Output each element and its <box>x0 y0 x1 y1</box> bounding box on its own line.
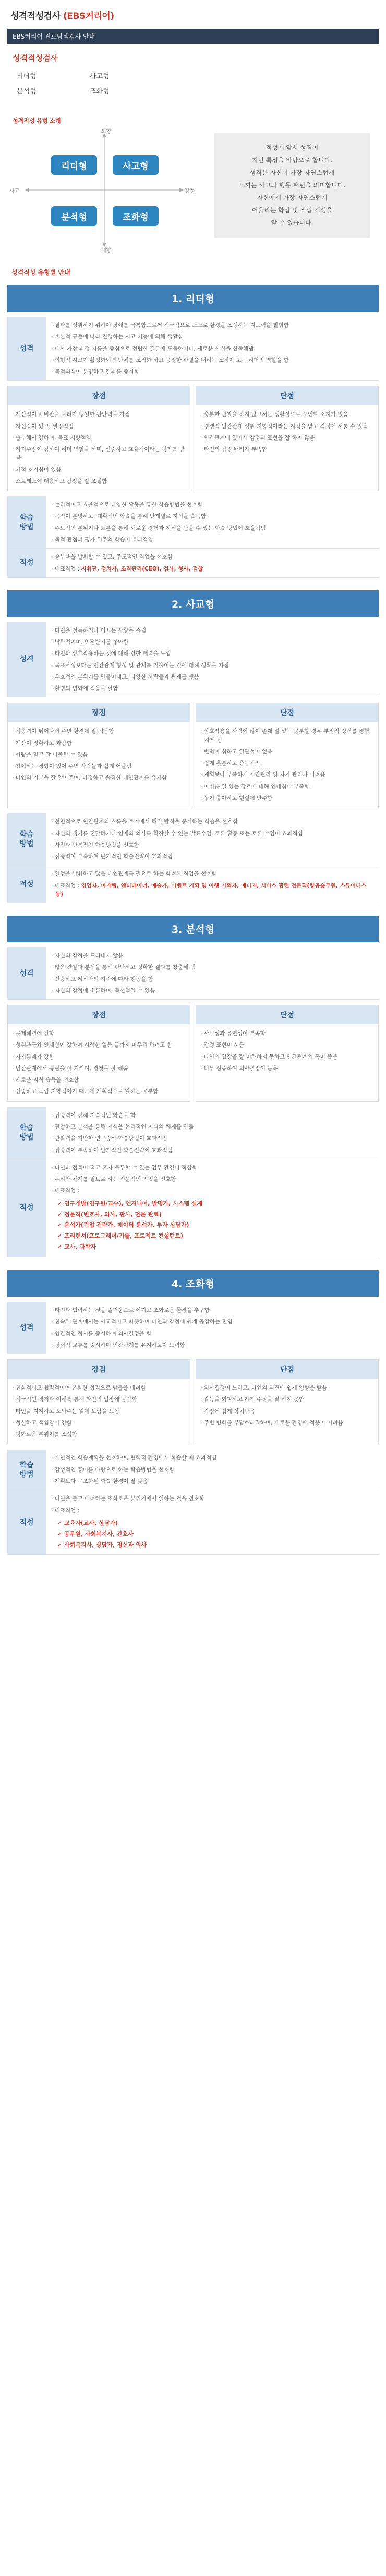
weakness-item: · 상호작용을 사람이 많이 존재 일 있는 공부할 경우 부정적 정서를 경험하게 됨 <box>200 727 374 744</box>
weakness-item: · 아쉬운 일 있는 장르에 대해 인내심이 부족함 <box>200 782 374 791</box>
jobs-list <box>51 1518 373 1551</box>
strength-item: · 사람을 믿고 잘 어울릴 수 있음 <box>12 751 186 759</box>
study-item: · 집중력이 부족하여 단기적인 학습전략이 효과적임 <box>51 1146 373 1155</box>
weakness-item: · 변덕이 심하고 일관성이 없음 <box>200 747 374 756</box>
study-body <box>46 1107 379 1159</box>
diagram-description <box>214 133 370 238</box>
type-diagram <box>7 129 379 254</box>
weaknesses-body <box>196 1379 378 1436</box>
weakness-item: · 경쟁적 인간관계 성취 지향적이라는 지적을 받고 감정에 서툴 수 있음 <box>200 422 374 431</box>
guide-title: 성격적성 유형별 안내 <box>11 269 70 276</box>
personality-item: · 정서적 교류를 중시하며 인간관계를 유지하고자 노력함 <box>51 1341 373 1349</box>
desc-line: 지닌 특성을 바탕으로 합니다. <box>251 157 333 164</box>
pros-cons <box>7 1005 379 1102</box>
aptitude-body <box>46 1159 379 1257</box>
strength-item: · 솔부해서 강하며, 목표 지향적임 <box>12 434 186 442</box>
study-item: · 자신의 생기를 전달하거나 인재와 의사를 확장할 수 있는 발표수업, 토론 활동 또는 토론 수업이 효과적임 <box>51 829 373 838</box>
strengths-body <box>8 1024 190 1101</box>
strength-item: · 자기통제가 강함 <box>12 1053 186 1061</box>
page-title <box>7 5 379 29</box>
study-body <box>46 1450 379 1490</box>
aptitude-desc: · 타인을 돕고 배려하는 조화로운 분위기에서 일하는 것을 선호함 <box>51 1494 373 1503</box>
study-label <box>7 1107 46 1159</box>
weaknesses-label: 단점 <box>196 386 378 405</box>
pros-cons <box>7 386 379 491</box>
study-label-line: 학습 <box>19 1124 34 1133</box>
strength-item: · 친화적이고 협력적이며 온화한 성격으로 남들을 배려함 <box>12 1384 186 1392</box>
study-label-line: 학습 <box>19 513 34 522</box>
study-item: · 논리적이고 효율적으로 다양한 활동을 통한 학습방법을 선호함 <box>51 501 373 509</box>
study-item: · 계획보다 구조화된 학습 환경이 잘 맞음 <box>51 1477 373 1486</box>
strength-item: · 타인의 기분을 잘 알아주며, 다정하고 솔직한 대인관계를 유지함 <box>12 774 186 782</box>
strengths-body <box>8 1379 190 1444</box>
weaknesses-label: 단점 <box>196 1005 378 1024</box>
weaknesses-label: 단점 <box>196 703 378 722</box>
weaknesses-body <box>196 405 378 462</box>
personality-body <box>46 622 379 697</box>
job-item: ✓ 공무원, 사회복지사, 간호사 <box>57 1530 134 1537</box>
study-item: · 감성적인 흥미를 바탕으로 하는 학습방법을 선호함 <box>51 1466 373 1474</box>
weakness-item: · 너무 신중하여 의사결정이 늦음 <box>200 1064 374 1073</box>
desc-line: 성격은 자신이 가장 자연스럽게 <box>249 169 335 176</box>
job-item: ✓ 교사, 과학자 <box>57 1243 96 1251</box>
personality-body <box>46 947 379 999</box>
strength-item: · 자기주장이 강하여 리더 역할을 하며, 신중하고 효율적이라는 평가를 받음 <box>12 445 186 462</box>
personality-body <box>46 317 379 380</box>
page-title-sub: (EBS커리어) <box>60 11 114 21</box>
personality-label: 성격 <box>7 622 46 697</box>
weaknesses-label: 단점 <box>196 1360 378 1379</box>
aptitude-label: 적성 <box>7 1490 46 1554</box>
personality-item: · 환경의 변화에 적응을 잘함 <box>51 684 373 693</box>
quadrant-social: 사고형 <box>113 155 159 175</box>
aptitude-desc: · 열정을 발휘하고 많은 대인관계를 필요로 하는 화려한 직업을 선호함 <box>51 870 373 878</box>
weakness-item: · 계획보다 부족하게 시간관리 및 자기 관리가 어려움 <box>200 770 374 779</box>
toc-item-social[interactable]: 사고형 <box>90 73 110 80</box>
personality-item: · 타인과 협력하는 것을 즐거움으로 여기고 조화로운 환경을 추구함 <box>51 1306 373 1314</box>
job-item: ✓ 전문직(변호사, 의사, 판사, 전문 관료) <box>57 1210 162 1218</box>
aptitude-label: 적성 <box>7 865 46 903</box>
weakness-item: · 타인의 입장을 잘 이해하지 못하고 인간관계의 폭이 좁음 <box>200 1053 374 1061</box>
strengths-label: 장점 <box>8 703 190 722</box>
study-item: · 목적이 분명하고, 계획적인 학습을 통해 단계별로 지식을 습득함 <box>51 512 373 520</box>
personality-item: · 자신의 감정에 소홀하며, 독선적일 수 있음 <box>51 987 373 995</box>
weaknesses-box <box>196 1005 379 1102</box>
types-container <box>7 285 379 1555</box>
aptitude-row <box>7 549 379 578</box>
aptitude-body <box>46 865 379 903</box>
personality-item: · 자신의 감정을 드러내지 않음 <box>51 952 373 960</box>
jobs-label: 대표직업 : <box>54 882 81 889</box>
axis-right-label: 감정 <box>185 188 195 194</box>
toc-item-analyst[interactable]: 분석형 <box>17 88 37 96</box>
aptitude-row <box>7 1490 379 1555</box>
weaknesses-body <box>196 1024 378 1082</box>
weakness-item: · 놓기 좋아하고 현실에 안주함 <box>200 794 374 802</box>
weaknesses-box <box>196 1359 379 1444</box>
study-label-line: 학습 <box>19 830 34 839</box>
strength-item: · 평화로운 분위기를 조성함 <box>12 1430 186 1439</box>
study-label-line: 방법 <box>19 1470 34 1479</box>
personality-item: · 결과를 성취하기 위하여 장애를 극복함으로써 적극적으로 스스로 환경을 조성하는 지도력을 발휘함 <box>51 321 373 329</box>
weakness-item: · 인간관계에 있어서 감정의 표현을 잘 하지 않음 <box>200 434 374 442</box>
study-body <box>46 813 379 865</box>
personality-item: · 의형적 시고가 활성화되면 단체를 조직화 하고 공정한 판결을 내리는 조정자 또는 리더의 역할을 함 <box>51 356 373 364</box>
strength-item: · 적극적인 경청과 이해를 통해 타인의 입장에 공감함 <box>12 1395 186 1404</box>
strength-item: · 계산이 정확하고 과감함 <box>12 739 186 747</box>
study-item: · 개인적인 학습계획을 선호하며, 협력적 환경에서 학습할 때 효과적임 <box>51 1454 373 1462</box>
personality-item: · 계산적 규준에 따라 진행하는 시고 기능에 의해 생활함 <box>51 333 373 341</box>
weaknesses-box <box>196 703 379 808</box>
type-banner: 3. 분석형 <box>7 916 379 942</box>
strength-item: · 성취욕구와 인내심이 강하여 시작한 일은 끝까지 마무리 하려고 함 <box>12 1041 186 1049</box>
study-row <box>7 1450 379 1490</box>
aptitude-extra: · 대표직업 : <box>51 1186 373 1195</box>
strength-item: · 적응력이 뛰어나서 주변 환경에 잘 적응함 <box>12 727 186 735</box>
weakness-item: · 감정에 쉽게 상처받음 <box>200 1407 374 1416</box>
axis-cross <box>7 130 195 250</box>
study-label-line: 방법 <box>19 1133 34 1142</box>
personality-item: · 인간적인 정서를 중시하며 의사결정을 함 <box>51 1329 373 1338</box>
strengths-label: 장점 <box>8 386 190 405</box>
personality-item: · 우호적인 분위기를 만들어내고, 다양한 사람들과 관계를 맺음 <box>51 673 373 681</box>
aptitude-label: 적성 <box>7 549 46 577</box>
topbar: EBS커리어 진로탐색검사 안내 <box>7 29 379 44</box>
aptitude-desc: · 승부욕을 발휘할 수 있고, 주도적인 직업을 선호함 <box>51 553 373 561</box>
personality-row <box>7 317 379 381</box>
quadrant-leader: 리더형 <box>51 155 97 175</box>
desc-line: 적성에 앞서 성격이 <box>266 144 319 151</box>
personality-item: · 매사 가장 과정 지름을 중심으로 정립한 결론에 도출하거나, 새로운 사실을 산출해냄 <box>51 345 373 353</box>
study-label-line: 학습 <box>19 1461 34 1469</box>
personality-label: 성격 <box>7 317 46 380</box>
weakness-item: · 감정 표현이 서툼 <box>200 1041 374 1049</box>
weakness-item: · 의사결정이 느리고, 타인의 의견에 쉽게 영향을 받음 <box>200 1384 374 1392</box>
study-row <box>7 813 379 865</box>
study-row <box>7 496 379 549</box>
personality-row <box>7 1302 379 1354</box>
strength-item: · 인간관계에서 중립을 잘 지키며, 경청을 잘 해줌 <box>12 1064 186 1073</box>
personality-item: · 신중하고 자신만의 기준에 따라 행동을 함 <box>51 975 373 983</box>
quadrant-harmony: 조화형 <box>113 206 159 226</box>
weakness-item: · 주변 변화를 부담스러워하며, 새로운 환경에 적응이 어려움 <box>200 1419 374 1427</box>
strengths-box <box>7 386 190 491</box>
strength-item: · 스트레스에 대응하고 감정을 잘 조절함 <box>12 477 186 485</box>
study-label-stack <box>19 830 33 849</box>
axis-left-label: 사고 <box>9 188 20 194</box>
type-section <box>7 1270 379 1555</box>
strength-item: · 계산적이고 비판을 물러가 냉철한 판단력을 가짐 <box>12 410 186 419</box>
strengths-box <box>7 1005 190 1102</box>
weakness-item: · 타인의 감정 배려가 부족함 <box>200 445 374 454</box>
aptitude-extra: · 논리와 체계를 필요로 하는 전문적인 직업을 선호함 <box>51 1175 373 1183</box>
diagram-label: 성격적성 유형 소개 <box>13 117 61 124</box>
personality-item: · 목표달성보다는 인간관계 형성 및 관계를 기울이는 것에 대해 생활을 가짐 <box>51 661 373 670</box>
jobs-list: 영업자, 마케팅, 엔터테이너, 예술가, 이벤트 기획 및 이행 기획자, 매니저, 서비스 관련 전문직(항공승무원, 스튜어디스 등) <box>55 882 367 897</box>
type-banner: 1. 리더형 <box>7 285 379 312</box>
study-label <box>7 813 46 865</box>
axis-bottom-label: 내향 <box>101 248 112 254</box>
aptitude-label: 적성 <box>7 1159 46 1257</box>
study-item: · 관찰력을 기반한 연구중심 학습방법이 효과적임 <box>51 1134 373 1143</box>
personality-item: · 목적의식이 분명하고 결과를 중시함 <box>51 367 373 376</box>
desc-line: 어울리는 학업 및 직업 적성을 <box>251 207 333 214</box>
weakness-item: · 충분한 관찰을 하지 않고서는 생활상으로 오인할 소지가 있음 <box>200 410 374 419</box>
aptitude-body <box>46 549 379 577</box>
page-title-main: 성격적성검사 <box>10 11 61 21</box>
personality-body <box>46 1302 379 1354</box>
strengths-box <box>7 1359 190 1444</box>
type-section <box>7 590 379 903</box>
strength-item: · 타인을 지지하고 도와주는 일에 보람을 느낌 <box>12 1407 186 1416</box>
study-label-line: 방법 <box>19 839 34 848</box>
weaknesses-box <box>196 386 379 491</box>
type-banner: 4. 조화형 <box>7 1270 379 1297</box>
aptitude-row <box>7 1159 379 1257</box>
job-item: ✓ 연구개발(연구원/교수), 엔지니어, 발명가, 시스템 설계 <box>57 1200 203 1207</box>
strength-item: · 성실하고 책임감이 강함 <box>12 1419 186 1427</box>
strength-item: · 문제해결에 강함 <box>12 1029 186 1038</box>
type-section <box>7 916 379 1257</box>
study-label <box>7 1450 46 1490</box>
personality-row <box>7 947 379 1000</box>
job-item: ✓ 분석가(기업 전략가, 데이터 분석가, 투자 상담가) <box>57 1221 189 1229</box>
personality-item: · 낙관적이며, 인정받기를 좋아함 <box>51 638 373 646</box>
aptitude-jobs-line <box>51 565 373 573</box>
aptitude-body <box>46 1490 379 1554</box>
personality-label: 성격 <box>7 947 46 999</box>
job-item: ✓ 프리랜서(프로그래머/기술, 프로젝트 컨설턴트) <box>57 1232 183 1240</box>
study-label-stack <box>19 1461 33 1479</box>
study-item: · 집중력이 강해 지속적인 학습을 함 <box>51 1111 373 1120</box>
study-item: · 집중력이 부족하여 단기적인 학습전략이 효과적임 <box>51 852 373 861</box>
strength-item: · 신중하고 독립 지향적이기 때문에 계획적으로 일하는 공부함 <box>12 1087 186 1096</box>
personality-item: · 친숙한 관계에서는 사교적이고 따뜻하며 타인의 감정에 쉽게 공감하는 편임 <box>51 1317 373 1326</box>
jobs-list: 지휘관, 정치가, 조직관리(CEO), 검사, 형사, 검찰 <box>81 565 203 572</box>
study-item: · 관찰하고 분석을 통해 지식을 논리적인 지식의 체계를 만듦 <box>51 1123 373 1131</box>
study-item: · 선천적으로 인간관계의 흐름을 주기에서 해결 방식을 중시하는 학습을 선호함 <box>51 817 373 826</box>
quadrant-analyst: 분석형 <box>51 206 97 226</box>
personality-label: 성격 <box>7 1302 46 1354</box>
desc-line: 느끼는 사고와 행동 패턴을 의미합니다. <box>238 182 346 189</box>
weakness-item: · 쉽게 흥분하고 충동적임 <box>200 759 374 767</box>
axis-top-label: 외향 <box>101 129 112 135</box>
strength-item: · 지적 호기심이 있음 <box>12 466 186 474</box>
strengths-body <box>8 405 190 491</box>
jobs-list <box>51 1198 373 1253</box>
strength-item: · 새로운 지식 습득을 선호함 <box>12 1076 186 1084</box>
strength-item: · 자신감이 있고, 열정적임 <box>12 422 186 431</box>
toc-item-harmony[interactable]: 조화형 <box>90 88 110 96</box>
strength-item: · 참여하는 경향이 있어 주변 사람들과 쉽게 어울림 <box>12 762 186 770</box>
pros-cons <box>7 703 379 808</box>
personality-item: · 많은 관찰과 분석을 통해 판단하고 정확한 결과를 창출해 냄 <box>51 963 373 971</box>
strengths-body <box>8 722 190 787</box>
type-banner: 2. 사교형 <box>7 590 379 617</box>
study-label-stack <box>19 513 33 532</box>
personality-item: · 타인을 설득하거나 이끄는 상황을 즐김 <box>51 626 373 635</box>
study-row <box>7 1107 379 1159</box>
study-label-stack <box>19 1123 33 1142</box>
study-body <box>46 496 379 548</box>
study-label <box>7 496 46 548</box>
type-section <box>7 285 379 578</box>
job-item: ✓ 사회복지사, 상담가, 정신과 의사 <box>57 1541 147 1548</box>
toc-item-leader[interactable]: 리더형 <box>17 73 37 80</box>
study-item: · 목적 관점과 평가 위주의 학습이 효과적임 <box>51 536 373 544</box>
personality-row <box>7 622 379 698</box>
weakness-item: · 갈등을 회피하고 자기 주장을 잘 하지 못함 <box>200 1395 374 1404</box>
aptitude-extra: · 대표직업 : <box>51 1506 373 1515</box>
jobs-label: 대표직업 : <box>54 565 81 572</box>
aptitude-desc: · 타인과 접촉이 적고 혼자 몰두할 수 있는 업무 환경이 적합함 <box>51 1164 373 1172</box>
job-item: ✓ 교육자(교사, 상담가) <box>57 1519 118 1526</box>
strengths-label: 장점 <box>8 1005 190 1024</box>
study-item: · 사전과 반복적인 학습방법을 선호함 <box>51 841 373 849</box>
desc-line: 알 수 있습니다. <box>271 219 313 227</box>
study-label-line: 방법 <box>19 523 34 531</box>
aptitude-jobs-line <box>51 882 373 899</box>
study-item: · 주도적인 분위기나 토론을 통해 새로운 경험과 지식을 받을 수 있는 학습 방법이 효율적임 <box>51 524 373 532</box>
aptitude-row <box>7 865 379 903</box>
weaknesses-body <box>196 722 378 808</box>
type-index <box>7 70 379 96</box>
weakness-item: · 사교성과 유연성이 부족함 <box>200 1029 374 1038</box>
strengths-label: 장점 <box>8 1360 190 1379</box>
desc-line: 자신에게 가장 자연스럽게 <box>257 194 328 201</box>
intro-title: 성격적성검사 <box>13 53 58 63</box>
personality-item: · 타인과 상호작용하는 것에 대해 강한 매력을 느낌 <box>51 649 373 658</box>
pros-cons <box>7 1359 379 1444</box>
strengths-box <box>7 703 190 808</box>
